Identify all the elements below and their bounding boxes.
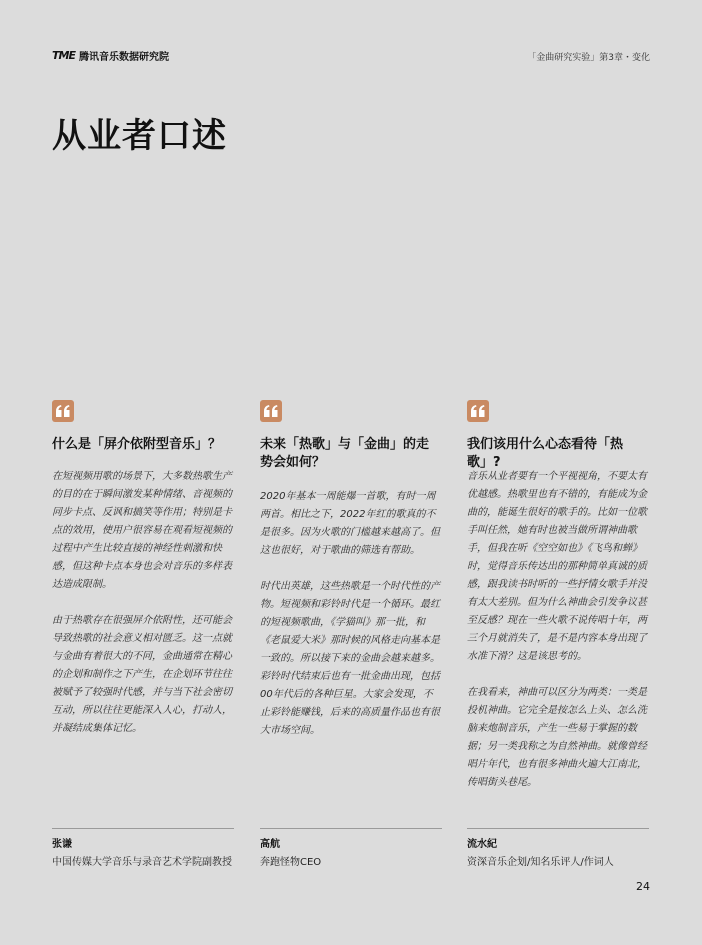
answer-paragraph: 音乐从业者要有一个平视视角，不要太有优越感。热歌里也有不错的，有能成为金曲的，能诞生很好的歌手的。比如一位歌手叫任然，她有时也被当做所谓神曲歌手，但我在听《空空如也》《飞鸟和蝉》时，觉得音乐传达出的那种简单真诚的质感，跟我读书时听的一些抒情女歌手并没有太大差别。但为什么神曲会引发争议甚至反感？现在一些火歌不说传唱十年，两三个月就消失了，是不是内容本身出现了水准下滑？这是该思考的。 bbox=[467, 471, 647, 662]
column-2 bbox=[260, 400, 440, 736]
question-title: 什么是「屏介依附型音乐」？ bbox=[52, 437, 222, 452]
quote-icon bbox=[260, 400, 282, 422]
running-head: 「金曲研究实验」第3章・变化 bbox=[527, 53, 650, 63]
page-title: 从业者口述 bbox=[52, 116, 227, 156]
answer-paragraph: 时代出英雄，这些热歌是一个时代性的产物。短视频和彩铃时代是一个循环。最红的短视频歌曲，《学猫叫》那一批，和《老鼠爱大米》那时候的风格走向基本是一致的。所以接下来的金曲会越来越多。彩铃时代结束后也有一批金曲出现，包括00年代后的各种巨星。大家会发现，不止彩铃能赚钱，后来的高质量作品也有很大市场空间。 bbox=[260, 581, 440, 736]
author-block bbox=[260, 828, 442, 870]
author-name: 流水紀 bbox=[467, 839, 497, 850]
page-header bbox=[52, 48, 650, 66]
quote-icon bbox=[52, 400, 74, 422]
answer-paragraph: 由于热歌存在很强屏介依附性，还可能会导致热歌的社会意义相对匮乏。这一点就与金曲有着很大的不同，金曲通常在精心的企划和制作之下产生，在企划环节往往被赋予了较强时代感，并与当下社会密切互动，所以往往更能深入人心，打动人，并凝结成集体记忆。 bbox=[52, 615, 232, 734]
answer-paragraph: 2020年基本一周能爆一首歌，有时一周两首。相比之下，2022年红的歌真的不是很多。因为火歌的门槛越来越高了。但这也很好，对于歌曲的筛选有帮助。 bbox=[260, 491, 440, 556]
column-3 bbox=[467, 400, 647, 788]
page-number: 24 bbox=[636, 880, 650, 893]
column-1 bbox=[52, 400, 232, 734]
answer-paragraph: 在短视频用歌的场景下，大多数热歌生产的目的在于瞬间激发某种情绪、音视频的同步卡点、反讽和搞笑等作用；特别是卡点的效用，使用户很容易在观看短视频的过程中产生比较直接的神经性刺激和快感，但这种卡点本身也会对音乐的多样表达造成限制。 bbox=[52, 471, 232, 590]
author-role: 奔跑怪物CEO bbox=[260, 857, 322, 868]
divider bbox=[260, 828, 442, 829]
author-name: 高航 bbox=[260, 839, 280, 850]
question-title: 未来「热歌」与「金曲」的走势会如何？ bbox=[260, 437, 430, 470]
quote-icon bbox=[467, 400, 489, 422]
author-name: 张谦 bbox=[52, 839, 72, 850]
logo bbox=[52, 48, 169, 63]
org-name: 腾讯音乐数据研究院 bbox=[78, 52, 169, 63]
answer-paragraph: 在我看来，神曲可以区分为两类：一类是投机神曲。它完全是按怎么上头、怎么洗脑来炮制音乐，产生一些易于掌握的数据；另一类我称之为自然神曲。就像曾经唱片年代，也有很多神曲火遍大江南北，传唱街头巷尾。 bbox=[467, 687, 647, 788]
author-block bbox=[52, 828, 234, 870]
author-role: 中国传媒大学音乐与录音艺术学院副教授 bbox=[52, 857, 232, 868]
divider bbox=[467, 828, 649, 829]
divider bbox=[52, 828, 234, 829]
author-role: 资深音乐企划/知名乐评人/作词人 bbox=[467, 857, 614, 868]
tme-logo-mark: TME bbox=[52, 49, 75, 62]
question-title: 我们该用什么心态看待「热歌」? bbox=[467, 437, 624, 470]
author-block bbox=[467, 828, 649, 870]
